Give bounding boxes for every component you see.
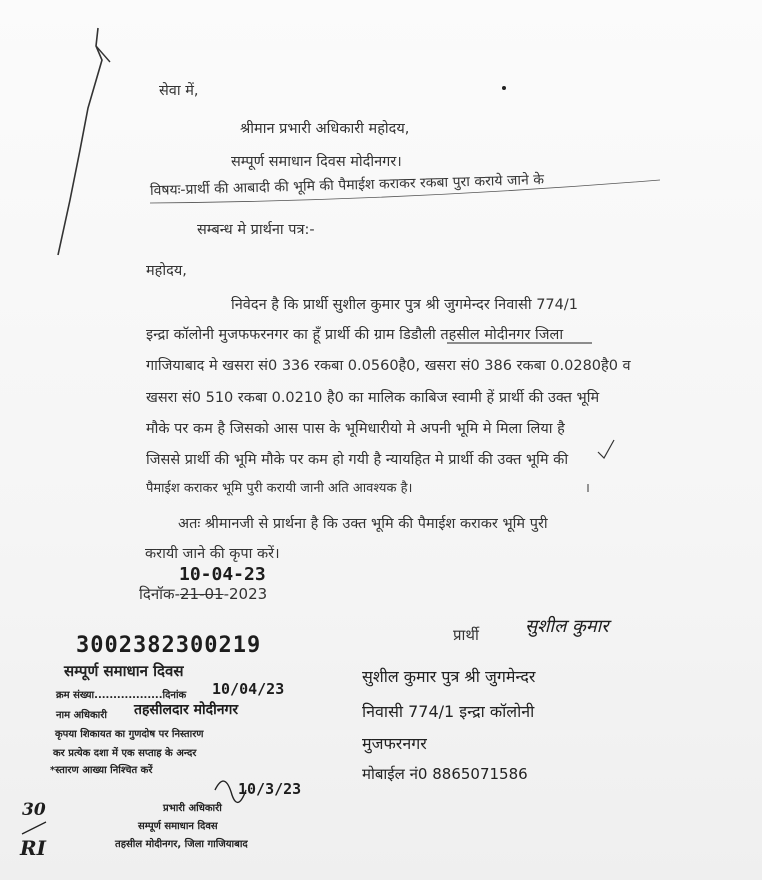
recipient-line-2: सम्पूर्ण समाधान दिवस मोदीनगर। [231, 154, 402, 170]
staple-mark [58, 28, 102, 255]
stamp-line-5: *स्तारण आख्या निश्चित करें [50, 765, 153, 776]
date-label: दिनॉक- [139, 585, 180, 603]
stamp-reference-number: 3002382300219 [76, 633, 262, 658]
margin-stroke [22, 822, 46, 834]
stamp-footer-1: प्रभारी अधिकारी [163, 803, 222, 814]
subject-line-1: विषयः-प्रार्थी की आबादी की भूमि की पैमाईश कराकर रकबा पुरा कराये जाने के [149, 171, 545, 199]
applicant-address-1: निवासी 774/1 इन्द्रा कॉलोनी [362, 702, 535, 721]
applicant-signature: सुशील कुमार [525, 616, 609, 637]
staple-tick [96, 46, 110, 62]
body-line-7: पैमाईश कराकर भूमि पुरी करायी जानी अति आवश्यक है। [146, 481, 413, 496]
stamp-line-3: कृपया शिकायत का गुणदोष पर निस्तारण [55, 729, 204, 740]
applicant-name: सुशील कुमार पुत्र श्री जुगमेन्दर [362, 667, 536, 686]
stamp-line-4: कर प्रत्येक दशा में एक सप्ताह के अन्दर [53, 748, 197, 759]
stamp-footer-3: तहसील मोदीनगर, जिला गाजियाबाद [115, 839, 248, 850]
recipient-line-1: श्रीमान प्रभारी अधिकारी महोदय, [240, 121, 410, 137]
stamp-title: सम्पूर्ण समाधान दिवस [64, 662, 184, 680]
applicant-label: प्रार्थी [453, 626, 479, 644]
body-line-6: जिससे प्रार्थी की भूमि मौके पर कम हो गयी है न्यायहित मे प्रार्थी की उक्त भूमि की [146, 452, 569, 468]
date-line [139, 585, 267, 603]
body-line-5: मौके पर कम है जिसको आस पास के भूमिधारीयो मे अपनी भूमि मे मिला लिया है [146, 421, 565, 437]
date-struck: 21-01 [180, 585, 224, 603]
ink-dot [502, 86, 506, 90]
subject-line-2: सम्बन्ध मे प्रार्थना पत्र:- [197, 222, 315, 238]
date-year: -2023 [223, 585, 268, 603]
body-line-1: निवेदन है कि प्रार्थी सुशील कुमार पुत्र श्री जुगमेन्दर निवासी 774/1 [231, 297, 578, 313]
stamp-initial-date: 10/3/23 [238, 780, 302, 798]
body-tick [598, 440, 614, 458]
body-line-2: इन्द्रा कॉलोनी मुजफफरनगर का हूँ प्रार्थी की ग्राम डिडौली तहसील मोदीनगर जिला [146, 327, 564, 343]
margin-note-number: 30 [22, 800, 46, 820]
body-line-3: गाजियाबाद मे खसरा सं0 336 रकबा 0.0560है0, खसरा सं0 386 रकबा 0.0280है0 व [146, 358, 631, 374]
stamp-officer-label: नाम अधिकारी [56, 710, 107, 721]
greeting: महोदय, [146, 263, 187, 279]
request-line-1: अतः श्रीमानजी से प्रार्थना है कि उक्त भूमि की पैमाईश कराकर भूमि पुरी [178, 516, 548, 532]
stamp-officer-name: तहसीलदार मोदीनगर [134, 702, 239, 718]
margin-note-letters: RI [20, 836, 46, 860]
stamp-footer-2: सम्पूर्ण समाधान दिवस [138, 821, 218, 832]
applicant-mobile: मोबाईल नं0 8865071586 [362, 765, 528, 783]
handwritten-date: 10-04-23 [179, 564, 266, 585]
body-line-4: खसरा सं0 510 रकबा 0.0210 है0 का मालिक काबिज स्वामी हें प्रार्थी की उक्त भूमि [146, 390, 600, 406]
request-line-2: करायी जाने की कृपा करें। [145, 546, 280, 562]
stamp-serial-label: क्रम संख्या..................दिनांक [56, 690, 187, 701]
salutation-to: सेवा में, [159, 83, 199, 99]
stamp-serial-date: 10/04/23 [212, 680, 285, 698]
applicant-address-2: मुजफरनगर [362, 734, 427, 753]
